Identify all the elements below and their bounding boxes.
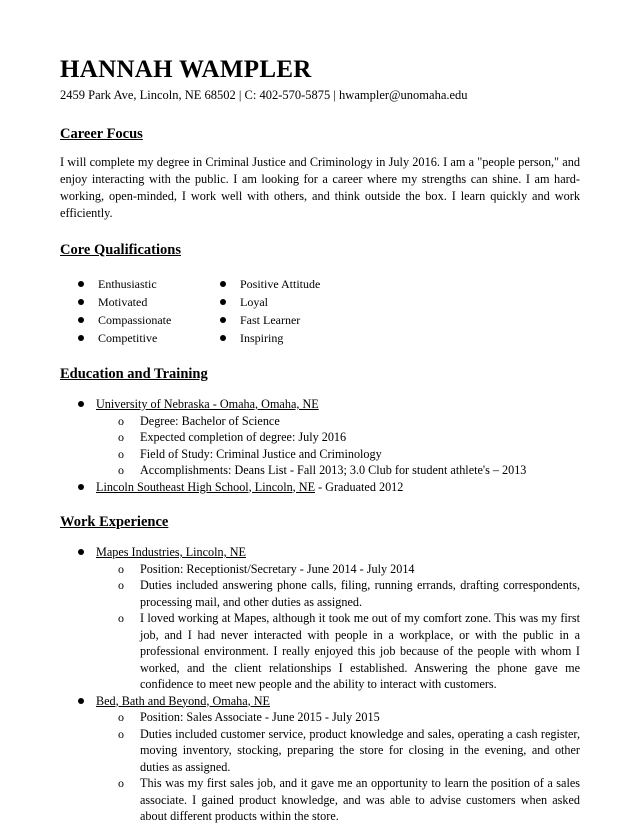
bullet xyxy=(78,698,84,704)
detail-text: This was my first sales job, and it gave me an opportunity to learn the position of a sales associate. I gained product knowledge, and was able to advise customers when asked about different products within the store. xyxy=(140,776,580,823)
detail-item: o Duties included answering phone calls, filing, running errands, drafting correspondents, processing mail, and other duties as assigned. xyxy=(118,578,580,609)
education-heading: Education and Training xyxy=(60,366,208,382)
bullet xyxy=(78,401,84,407)
detail-text: Duties included customer service, product knowledge and sales, operating a cash register, moving inventory, stocking, preparing the store for closing in the evening, and other duties as assigned. xyxy=(140,726,580,774)
qualification-item: Motivated xyxy=(78,293,171,311)
career-focus-text: I will complete my degree in Criminal Justice and Criminology in July 2016. I am a "people person," and enjoy interacting with the public. I am looking for a career where my strengths can shine. I am hard-working, open-minded, I work well with others, and think outside the box. I learn quickly and work efficiently. xyxy=(60,155,580,220)
work-entry xyxy=(60,544,580,693)
career-focus-heading: Career Focus xyxy=(60,126,143,142)
school-name: Lincoln Southeast High School, Lincoln, NE xyxy=(96,479,316,494)
education-entry xyxy=(60,479,580,496)
work-details xyxy=(96,709,580,825)
detail-item: o Position: Sales Associate - June 2015 - July 2015 xyxy=(118,710,380,724)
detail-text: Position: Sales Associate - June 2015 - July 2015 xyxy=(140,710,380,724)
work-experience-heading: Work Experience xyxy=(60,514,169,530)
work-entry xyxy=(60,693,580,825)
qualification-item: Loyal xyxy=(220,293,320,311)
detail-item: o Duties included customer service, product knowledge and sales, operating a cash register, moving inventory, stocking, preparing the store for closing in the evening, and other duties as assigned. xyxy=(118,726,580,774)
school-suffix: - Graduated 2012 xyxy=(315,479,404,494)
qualification-item: Fast Learner xyxy=(220,311,320,329)
qualification-item: Competitive xyxy=(78,329,171,347)
detail-item: o Accomplishments: Deans List - Fall 2013; 3.0 Club for student athlete's – 2013 xyxy=(118,463,527,477)
detail-item: o Degree: Bachelor of Science xyxy=(118,413,280,428)
qualification-item: Compassionate xyxy=(78,311,171,329)
detail-item: o Position: Receptionist/Secretary - June 2014 - July 2014 xyxy=(118,561,415,576)
qualifications-right-column xyxy=(220,275,320,347)
detail-text: Degree: Bachelor of Science xyxy=(140,413,280,428)
qualifications-list xyxy=(60,275,580,347)
applicant-name: HANNAH WAMPLER xyxy=(60,56,312,83)
detail-text: Field of Study: Criminal Justice and Criminology xyxy=(140,446,382,461)
detail-text: Position: Receptionist/Secretary - June 2014 - July 2014 xyxy=(140,561,415,576)
detail-item: o Expected completion of degree: July 2016 xyxy=(118,430,347,444)
education-details xyxy=(96,413,580,479)
detail-item: o This was my first sales job, and it gave me an opportunity to learn the position of a sales associate. I gained product knowledge, and was able to advise customers when asked about different products within the store. xyxy=(118,776,580,823)
detail-item: o Field of Study: Criminal Justice and Criminology xyxy=(118,446,382,461)
education-entry xyxy=(60,396,580,479)
detail-item: o I loved working at Mapes, although it took me out of my comfort zone. This was my first job, and I had never interacted with people in a workplace, or with the public in a professional environment. I really enjoyed this job because of the people with whom I worked, and the client relationships I established. Answering the phone gave me confidence to meet new people and the ability to interact with customers. xyxy=(118,611,580,691)
work-list xyxy=(60,544,580,825)
qualification-item: Positive Attitude xyxy=(220,275,320,293)
school-name: University of Nebraska - Omaha, Omaha, NE xyxy=(96,397,319,411)
qualification-item: Inspiring xyxy=(220,329,320,347)
employer-name: Bed, Bath and Beyond, Omaha, NE xyxy=(96,693,270,708)
education-list xyxy=(60,396,580,495)
bullet xyxy=(78,549,84,555)
qualifications-left-column xyxy=(78,275,171,347)
bullet xyxy=(78,484,84,490)
core-qualifications-heading: Core Qualifications xyxy=(60,242,181,258)
work-details xyxy=(96,561,580,693)
detail-text: I loved working at Mapes, although it took me out of my comfort zone. This was my first job, and I had never interacted with people in a workplace, or with the public in a professional environment. I really enjoyed this job because of the people with whom I worked, and the client relationships I established. Answering the phone gave me confidence to meet new people and the ability to interact with customers. xyxy=(140,611,580,691)
detail-text: Expected completion of degree: July 2016 xyxy=(140,430,347,444)
employer-name: Mapes Industries, Lincoln, NE xyxy=(96,545,246,559)
qualification-item: Enthusiastic xyxy=(78,275,171,293)
resume-page xyxy=(60,56,580,825)
detail-text: Accomplishments: Deans List - Fall 2013; 3.0 Club for student athlete's – 2013 xyxy=(140,463,527,477)
detail-text: Duties included answering phone calls, filing, running errands, drafting correspondents, processing mail, and other duties as assigned. xyxy=(140,578,580,609)
contact-line: 2459 Park Ave, Lincoln, NE 68502 | C: 402-570-5875 | hwampler@unomaha.edu xyxy=(60,88,468,102)
